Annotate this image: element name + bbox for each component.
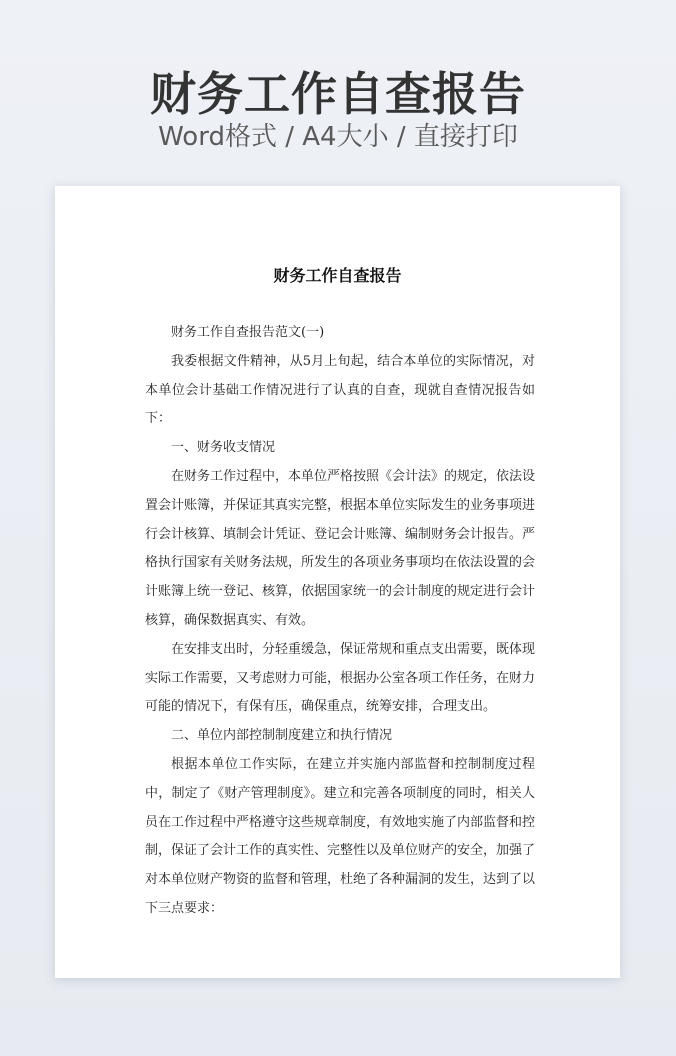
document-title: 财务工作自查报告: [273, 266, 402, 285]
section-heading: 一、财务收支情况: [171, 440, 276, 456]
document-body: [145, 319, 535, 924]
banner-title: 财务工作自查报告: [150, 67, 526, 121]
banner: [0, 0, 676, 180]
paragraph: 在安排支出时，分轻重缓急，保证常规和重点支出需要，既体现实际工作需要，又考虑财力可能，根据办公室各项工作任务，在财力可能的情况下，有保有压，确保重点，统筹安排，合理支出。: [145, 641, 536, 715]
paragraph: 我委根据文件精神，从5月上旬起，结合本单位的实际情况，对本单位会计基础工作情况进行了认真的自查，现就自查情况报告如下：: [145, 353, 535, 427]
paragraph: 在财务工作过程中，本单位严格按照《会计法》的规定，依法设置会计账簿，并保证其真实完整，根据本单位实际发生的业务事项进行会计核算、填制会计凭证、登记会计账簿、编制财务会计报告。严格执行国家有关财务法规，所发生的各项业务事项均在依法设置的会计账簿上统一登记、核算，依据国家统一的会计制度的规定进行会计核算，确保数据真实、有效。: [145, 468, 536, 628]
document-page: [55, 186, 620, 978]
banner-subtitle: Word格式 / A4大小 / 直接打印: [158, 122, 518, 152]
paragraph: 根据本单位工作实际，在建立并实施内部监督和控制制度过程中，制定了《财产管理制度》。建立和完善各项制度的同时，相关人员在工作过程中严格遵守这些规章制度，有效地实施了内部监督和控制，保证了会计工作的真实性、完整性以及单位财产的安全，加强了对本单位财产物资的监督和管理，杜绝了各种漏洞的发生，达到了以下三点要求：: [145, 756, 536, 916]
paragraph-subtitle: 财务工作自查报告范文(一): [171, 325, 325, 340]
section-heading: 二、单位内部控制制度建立和执行情况: [171, 728, 393, 744]
